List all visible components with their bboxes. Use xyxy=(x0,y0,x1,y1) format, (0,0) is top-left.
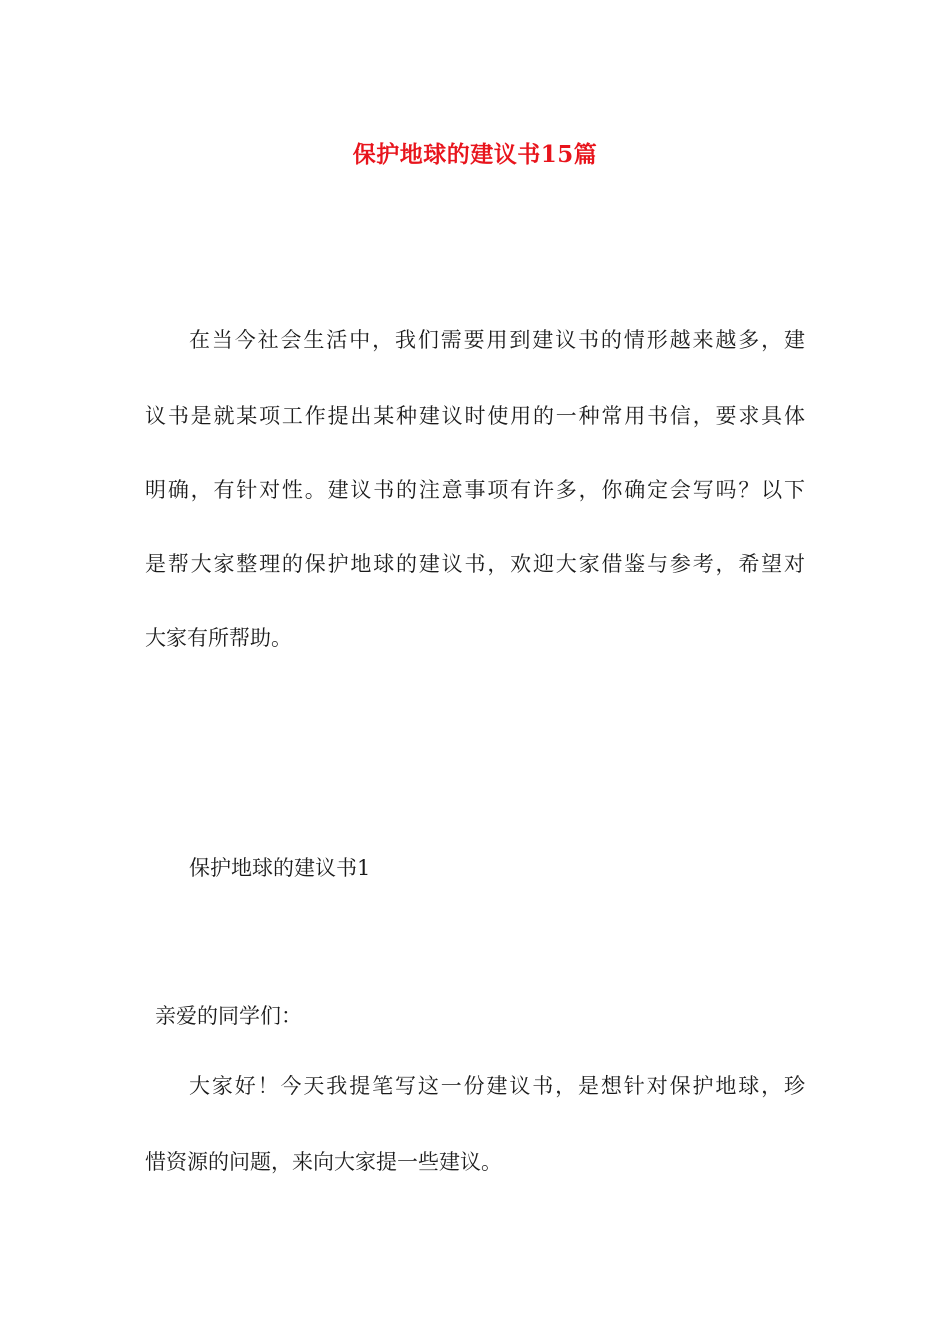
intro-line: 明确，有针对性。建议书的注意事项有许多，你确定会写吗？以下 xyxy=(145,478,805,502)
intro-line: 议书是就某项工作提出某种建议时使用的一种常用书信，要求具体 xyxy=(145,404,805,428)
document-title: 保护地球的建议书15篇 xyxy=(352,141,598,168)
letter-greeting: 亲爱的同学们： xyxy=(155,1004,302,1028)
section-heading: 保护地球的建议书1 xyxy=(189,856,371,880)
body-line: 大家好！今天我提笔写这一份建议书，是想针对保护地球，珍 xyxy=(189,1074,805,1098)
body-line: 惜资源的问题，来向大家提一些建议。 xyxy=(145,1150,502,1174)
intro-line: 大家有所帮助。 xyxy=(145,626,292,650)
intro-line: 是帮大家整理的保护地球的建议书，欢迎大家借鉴与参考，希望对 xyxy=(145,552,805,576)
intro-line: 在当今社会生活中，我们需要用到建议书的情形越来越多，建 xyxy=(189,328,805,352)
